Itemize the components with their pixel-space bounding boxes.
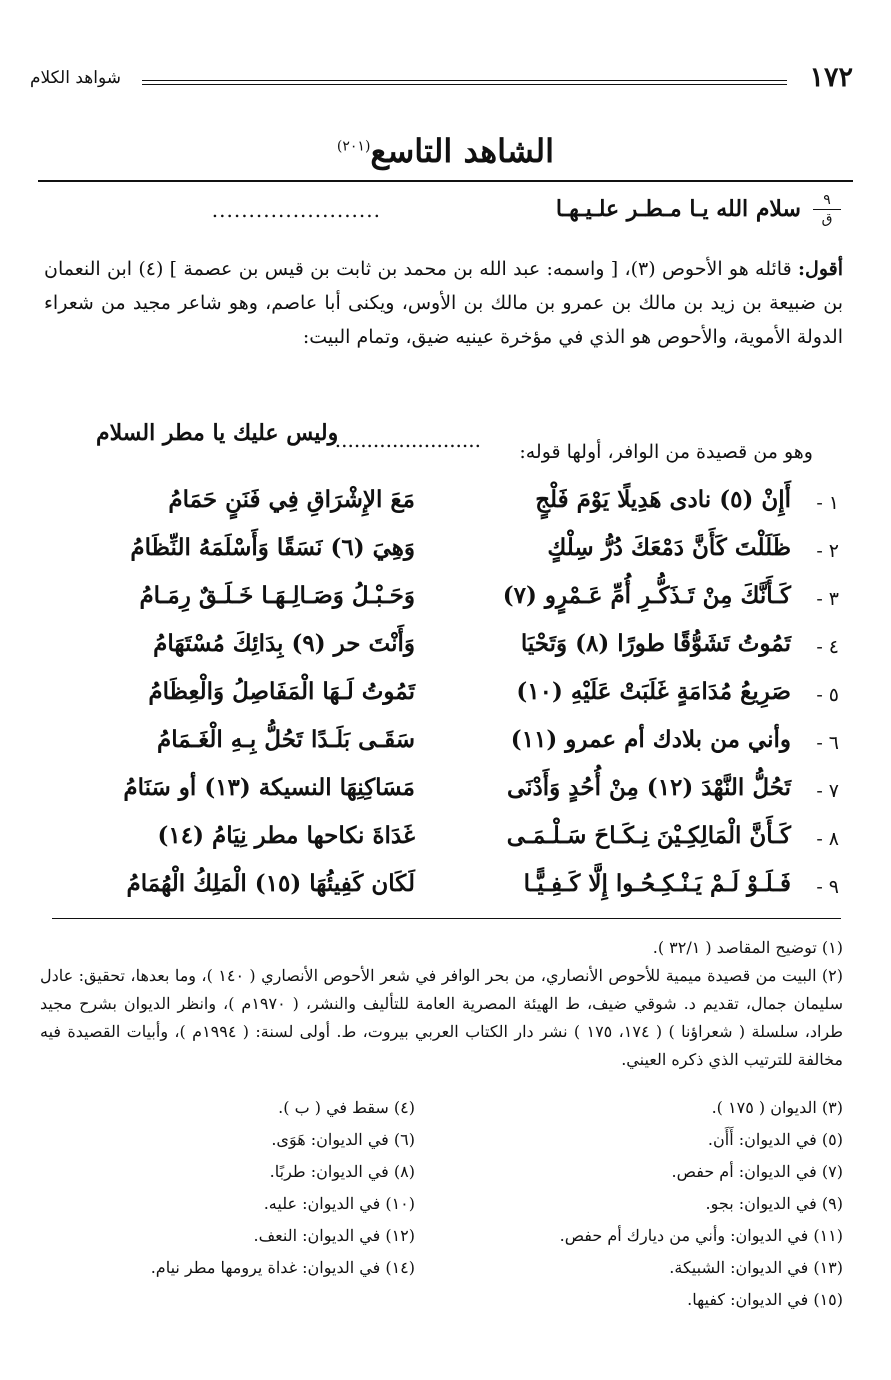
witness-title <box>0 132 891 170</box>
intro-lead: أقول: <box>798 258 843 280</box>
poem-second-hemistich: تَمُوتُ لَـهَا الْمَفَاصِلُ وَالْعِظَامُ <box>148 678 415 705</box>
header-rule <box>142 80 787 85</box>
poem-intro: وهو من قصيدة من الوافر، أولها قوله: <box>519 441 813 463</box>
poem-line-number: ٩ - <box>816 876 839 898</box>
footnote: (٢) البيت من قصيدة ميمية للأحوص الأنصاري، من بحر الوافر في شعر الأحوص الأنصاري ( ١٤٠ )، وما بعدها، تحقيق: عادل سليمان جمال، تقديم د. شوقي ضيف، ط الهيئة المصرية العامة للتأليف والنشر، ( ١٩٧٠م )، وانظر الديوان بشرح مجيد طراد، سلسلة ( شعراؤنا ) ( ١٧٤، ١٧٥ ) نشر دار الكتاب العربي بيروت، ط. أولى لسنة: ( ١٩٩٤م )، وأبيات القصيدة فيه مخالفة للترتيب الذي ذكره العيني. <box>40 966 844 1069</box>
poem-second-hemistich: وَهِيَ (٦) نَسَقًا وَأَسْلَمَهُ النِّظَامُ <box>130 534 415 561</box>
footnote: (٣) الديوان ( ١٧٥ ). <box>711 1098 843 1117</box>
title-rule <box>38 180 853 182</box>
poem-line <box>0 772 891 820</box>
poem-second-hemistich: وَأَنْتَ حر (٩) بِدَائِكَ مُسْتَهَامُ <box>153 630 415 657</box>
footnote: (١٠) في الديوان: عليه. <box>263 1194 415 1213</box>
footnote: (١٥) في الديوان: كفيها. <box>687 1290 843 1309</box>
poem <box>0 484 891 904</box>
poem-line <box>0 628 891 676</box>
poem-first-hemistich: وأني من بلادك أم عمرو (١١) <box>510 726 791 753</box>
footnote: (١٤) في الديوان: غداة يرومها مطر نيام. <box>150 1258 415 1277</box>
footnote: (٧) في الديوان: أم حفص. <box>671 1162 843 1181</box>
witness-title-text: الشاهد التاسع <box>370 132 555 170</box>
poem-line <box>0 580 891 628</box>
footnotes-rule <box>52 918 841 919</box>
completion-ellipsis: ....................... <box>334 428 481 452</box>
poem-first-hemistich: تَمُوتُ تَشَوُّقًا طورًا (٨) وَتَحْيَا <box>520 630 791 657</box>
poem-line-number: ٥ - <box>816 684 839 706</box>
footnote: (٦) في الديوان: هَوَى. <box>271 1130 415 1149</box>
verse-ref-letter: ق <box>821 211 833 227</box>
footnote: (١٣) في الديوان: الشبيكة. <box>669 1258 843 1277</box>
intro-body: قائله هو الأحوص (٣)، [ واسمه: عبد الله بن محمد بن ثابت بن قيس بن عصمة ] (٤) ابن النعمان بن ضبيعة بن زيد بن مالك بن عمرو بن مالك بن الأوس، ويكنى أبا عاصم، وهو شاعر مجيد من شعراء الدولة الأموية، والأحوص هو الذي في مؤخرة عينيه ضيق، وتمام البيت: <box>44 258 843 348</box>
poem-second-hemistich: سَقَـى بَلَـدًا تَحُلُّ بِـهِ الْغَـمَامُ <box>157 726 415 753</box>
poem-first-hemistich: فَـلَـوْ لَـمْ يَـنْـكِـحُـوا إِلَّا كَـفِـيًّـا <box>523 870 791 897</box>
poem-line-number: ٤ - <box>816 636 839 658</box>
poem-second-hemistich: وَحَـبْـلُ وَصَـالِـهَـا خَـلَـقٌ رِمَـامُ <box>139 582 415 609</box>
footnote: (٩) في الديوان: بجو. <box>705 1194 843 1213</box>
footnote: (١١) في الديوان: وأني من ديارك أم حفص. <box>559 1226 843 1245</box>
poem-second-hemistich: غَدَاةَ نكاحها مطر نِيَامُ (١٤) <box>157 822 415 849</box>
completion-verse: وليس عليك يا مطر السلام <box>96 420 339 446</box>
poem-first-hemistich: كَـأَنَّ الْمَالِكِـيْنَ نِـكَـاحَ سَـلْـمَـى <box>506 822 791 849</box>
footnote: (٥) في الديوان: أَأَن. <box>707 1130 843 1149</box>
witness-note-ref: (٢٠١) <box>336 138 371 155</box>
poem-line-number: ٢ - <box>816 540 839 562</box>
poem-line <box>0 532 891 580</box>
poem-first-hemistich: أَإِنْ (٥) نادى هَدِيلًا يَوْمَ فَلْجٍ <box>535 486 791 513</box>
witness-verse <box>41 192 841 232</box>
verse-reference <box>813 192 841 227</box>
intro-paragraph <box>44 252 843 354</box>
poem-second-hemistich: مَسَاكِنِهَا النسيكة (١٣) أو سَنَامُ <box>123 774 415 801</box>
footnote: (١٢) في الديوان: النعف. <box>253 1226 415 1245</box>
poem-line <box>0 868 891 916</box>
poem-line <box>0 484 891 532</box>
poem-line <box>0 724 891 772</box>
footnote: (٨) في الديوان: طربًا. <box>269 1162 415 1181</box>
poem-line-number: ٦ - <box>816 732 839 754</box>
verse-ref-number: ٩ <box>823 192 831 208</box>
page-number: ١٧٢ <box>809 62 853 93</box>
poem-line-number: ٧ - <box>816 780 839 802</box>
running-header <box>30 62 853 102</box>
poem-second-hemistich: مَعَ الإِشْرَاقِ فِي فَنَنٍ حَمَامُ <box>168 486 415 513</box>
footnote: (١) توضيح المقاصد ( ٣٢/١ ). <box>652 938 843 957</box>
poem-line-number: ١ - <box>816 492 839 514</box>
poem-first-hemistich: ظَلَلْتَ كَأَنَّ دَمْعَكَ دُرُّ سِلْكٍ <box>547 534 791 561</box>
poem-line <box>0 820 891 868</box>
running-title: شواهد الكلام <box>30 68 122 88</box>
verse-text: سلام الله يـا مـطـر علـيـهـا <box>555 196 801 222</box>
poem-line-number: ٣ - <box>816 588 839 610</box>
poem-second-hemistich: لَكَان كَفِيئُهَا (١٥) الْمَلِكُ الْهُمَامُ <box>126 870 415 897</box>
verse-ellipsis: ....................... <box>211 198 381 222</box>
poem-line-number: ٨ - <box>816 828 839 850</box>
poem-first-hemistich: كَـأَنَّكَ مِنْ تَـذَكُّـرِ أُمِّ عَـمْرٍو (٧) <box>502 582 791 609</box>
poem-first-hemistich: صَرِيعُ مُدَامَةٍ غَلَبَتْ عَلَيْهِ (١٠) <box>516 678 791 705</box>
footnote: (٤) سقط في ( ب ). <box>278 1098 415 1117</box>
poem-line <box>0 676 891 724</box>
poem-first-hemistich: تَحُلُّ النَّهْدَ (١٢) مِنْ أُحُدٍ وَأَدْنَى <box>506 774 791 801</box>
verse-ref-divider <box>813 209 841 210</box>
footnotes-full-width <box>40 934 843 1074</box>
